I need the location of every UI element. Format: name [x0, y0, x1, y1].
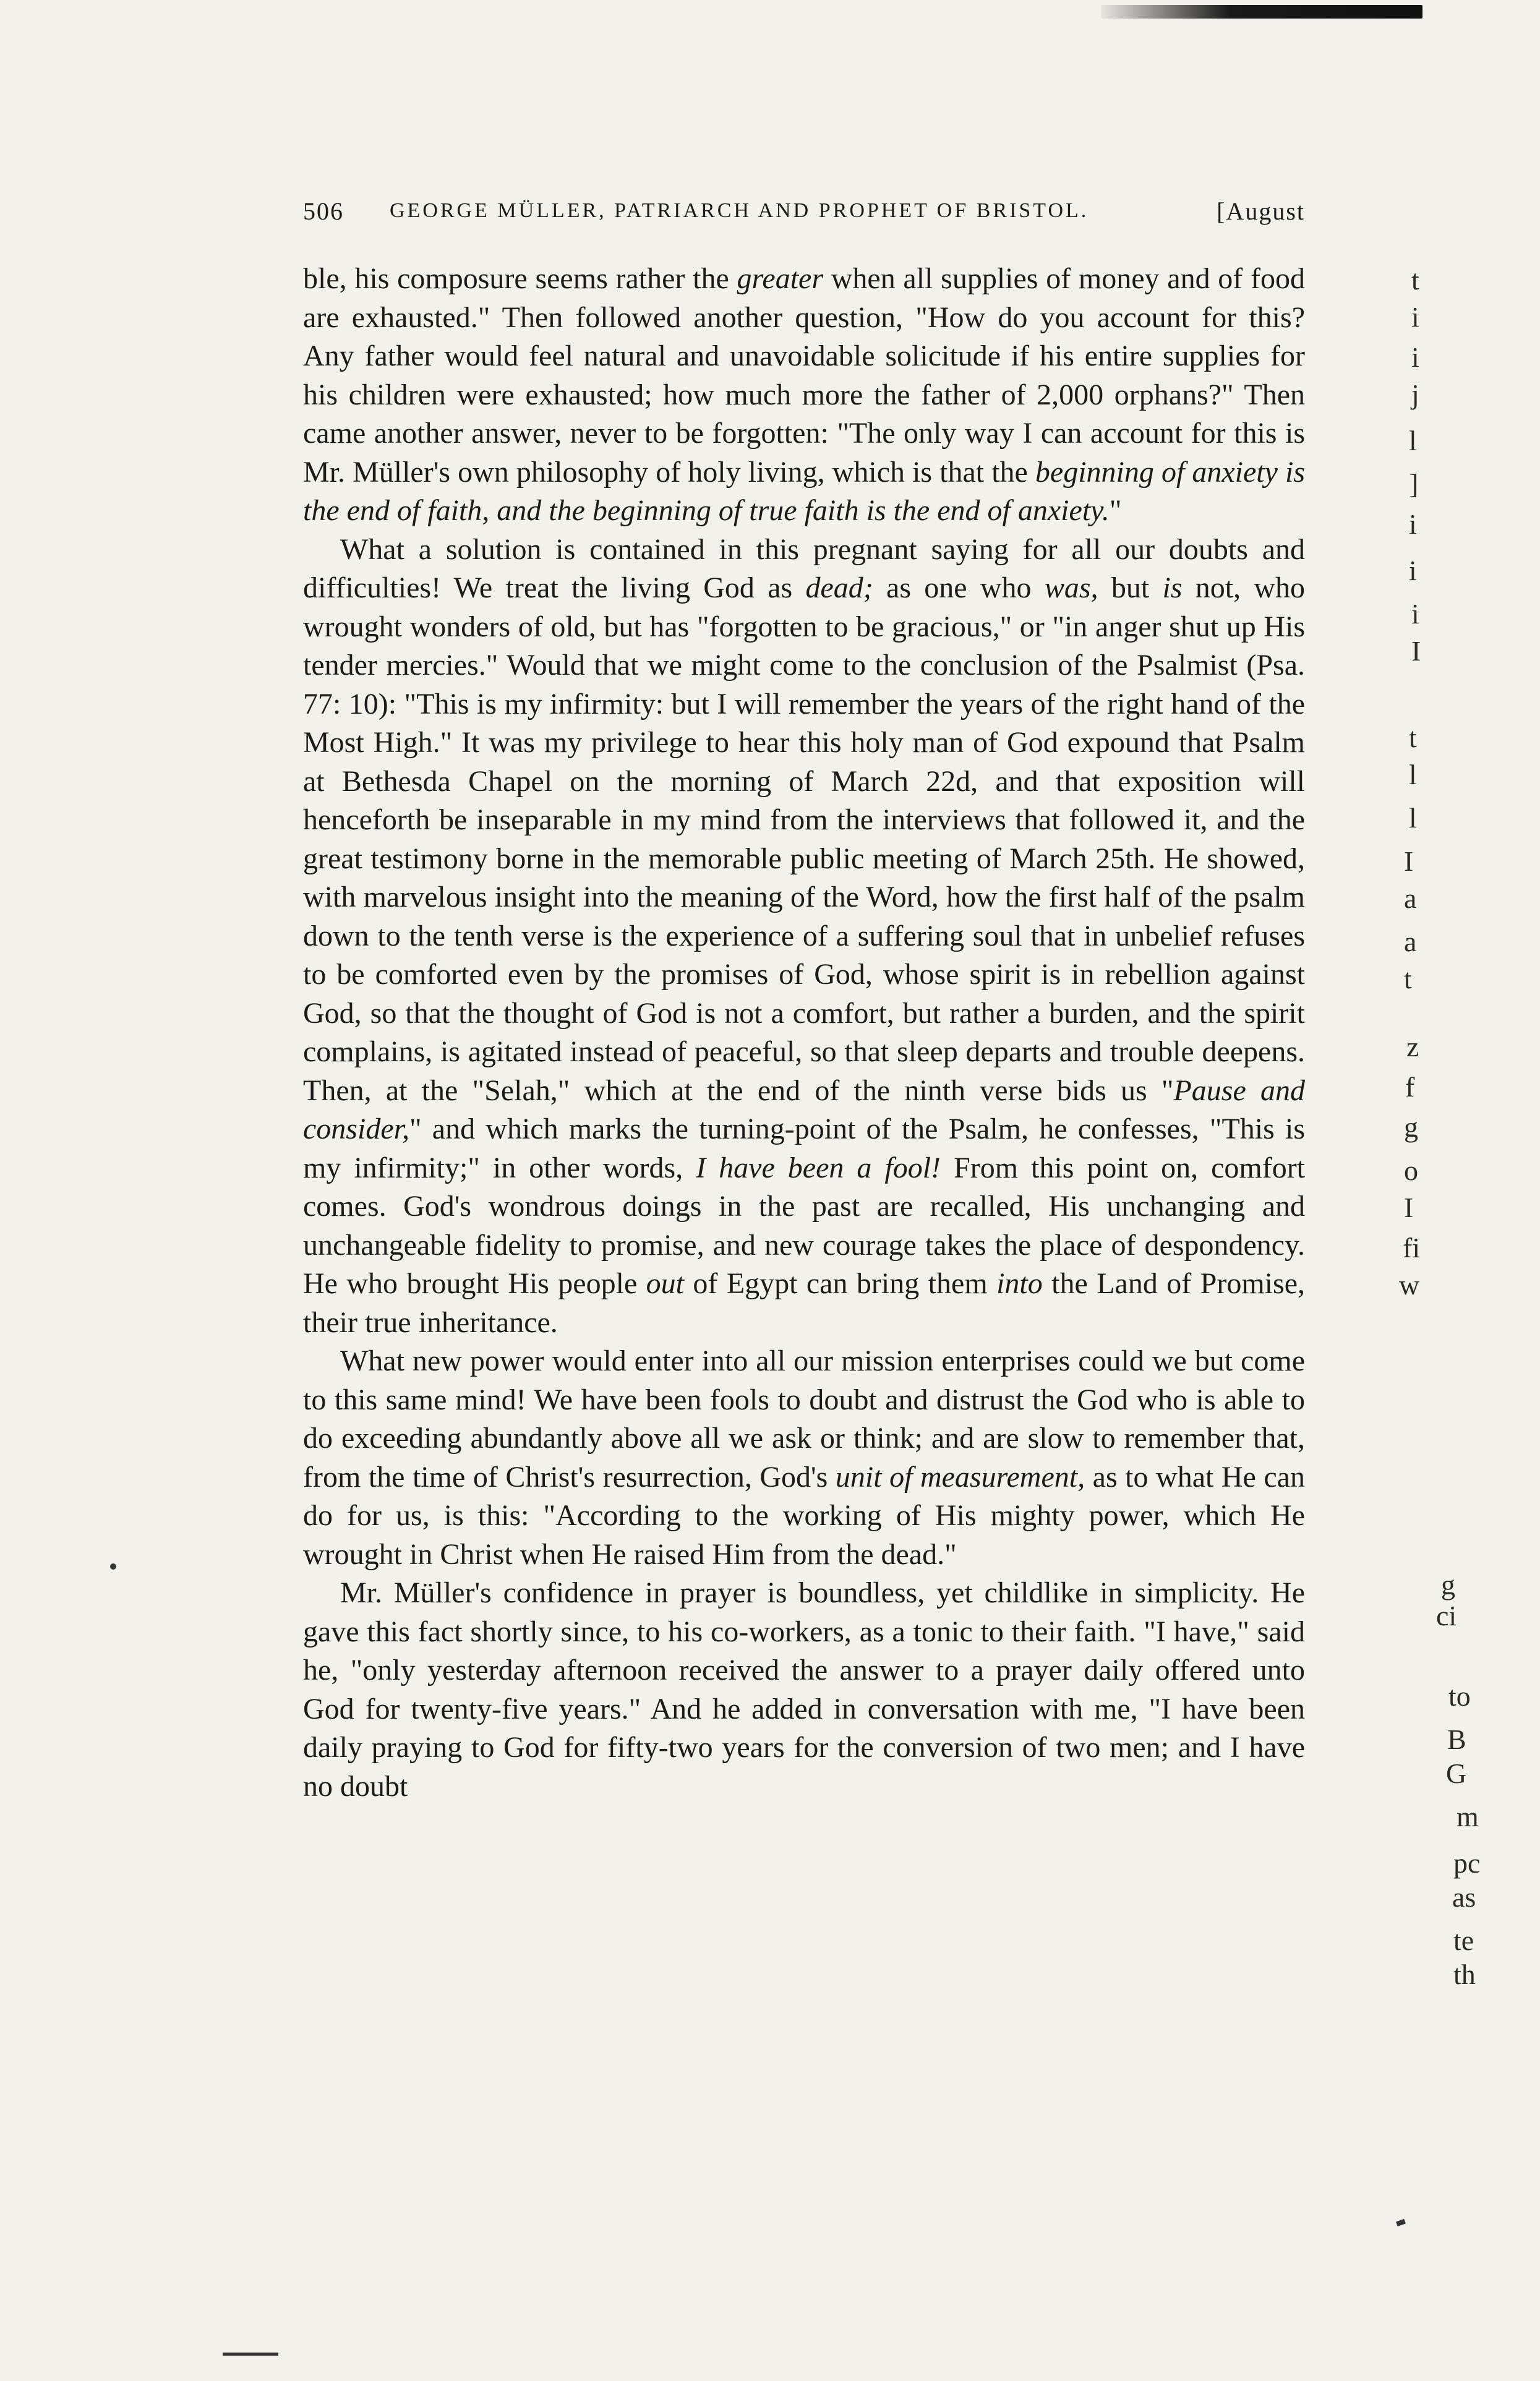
stray-mark — [110, 1563, 116, 1570]
bleed-through-glyph: z — [1406, 1031, 1419, 1062]
text-run: when all supplies of money and of food are exhausted." Then followed another question, "How do you account for this? Any father would feel natural and unavoidable solicitude if his entire supplies for his children were exhausted; how much more the father of 2,000 orphans?" Then came another answer, never to be forgotten: "The only way I can account for this is Mr. Müller's own philosophy of holy living, which is that the — [303, 262, 1305, 489]
bleed-through-glyph: i — [1409, 555, 1417, 586]
scan-edge-bar — [1101, 5, 1422, 19]
bleed-through-glyph: ci — [1436, 1600, 1457, 1631]
text-run: of Egypt can bring them — [684, 1267, 997, 1300]
text-run: Mr. Müller's confidence in prayer is boundless, yet childlike in simplicity. He gave this fact shortly since, to his co-workers, as a tonic to their faith. "I have," said he, "only yesterday afternoon received the answer to a prayer daily offered unto God for twenty-five years." And he added in conversation with me, "I have been daily praying to God for fifty-two years for the conversion of two men; and I have no doubt — [303, 1576, 1305, 1803]
italic-run: Pause and consider, — [303, 1074, 1306, 1145]
paragraph — [303, 1574, 1305, 1806]
text-run: as to what He can do for us, is this: "According to the working of His mighty power, which He wrought in Christ when He raised Him from the dead." — [303, 1460, 1305, 1571]
bleed-through-glyph: a — [1404, 883, 1417, 914]
italic-run: out — [646, 1267, 685, 1300]
bleed-through-glyph: g — [1441, 1569, 1455, 1601]
bleed-through-glyph: ] — [1409, 468, 1419, 500]
text-run: " — [1109, 494, 1122, 527]
bleed-through-glyph: t — [1409, 722, 1417, 753]
bleed-through-glyph: m — [1457, 1801, 1479, 1832]
bleed-through-glyph: I — [1404, 845, 1414, 877]
bleed-through-glyph: I — [1404, 1192, 1414, 1223]
page-header — [303, 197, 1305, 234]
bleed-through-glyph: te — [1453, 1925, 1474, 1956]
bleed-through-glyph: t — [1411, 264, 1419, 296]
bleed-through-glyph: a — [1404, 926, 1417, 957]
italic-run: beginning of anxiety is the end of faith, and the beginning of true faith is the end of anxiety. — [303, 455, 1305, 527]
stray-mark — [1396, 2219, 1406, 2226]
bleed-through-glyph: fi — [1403, 1232, 1421, 1263]
text-run: What a solution is contained in this pregnant saying for all our doubts and difficulties! We treat the living God as — [303, 532, 1305, 604]
italic-run: was, — [1044, 571, 1098, 604]
bleed-through-glyph: to — [1448, 1680, 1471, 1712]
bleed-through-glyph: th — [1453, 1959, 1476, 1990]
italic-run: I have been a fool! — [696, 1151, 941, 1184]
text-run: not, who wrought wonders of old, but has "forgotten to be gracious," or "in anger shut up His tender mercies." Would that we might come to the conclusion of the Psalmist (Psa. 77: 10): "This is my infirmity: but I will remember the years of the right hand of the Most High." It was my privilege to hear this holy man of God expound that Psalm at Bethesda Chapel on the morning of March 22d, and that exposition will henceforth be inseparable in my mind from the interviews that followed it, and the great testimony borne in the memorable public meeting of March 25th. He showed, with marvelous insight into the meaning of the Word, how the first half of the psalm down to the tenth verse is the experience of a suffering soul that in unbelief refuses to be comforted even by the promises of God, whose spirit is in rebellion against God, so that the thought of God is not a comfort, but rather a burden, and the spirit complains, is agitated instead of peaceful, so that sleep departs and trouble deepens. Then, at the "Selah," which at the end of the ninth verse bids us " — [303, 571, 1306, 1107]
italic-run: unit of measurement, — [835, 1460, 1085, 1494]
bleed-through-glyph: l — [1409, 425, 1417, 456]
article-body — [303, 260, 1305, 1806]
bleed-through-glyph: o — [1404, 1155, 1418, 1186]
italic-run: greater — [737, 262, 824, 295]
bleed-through-glyph: i — [1411, 598, 1419, 630]
text-run: From this point on, comfort comes. God's wondrous doings in the past are recalled, His unchanging and unchangeable fidelity to promise, and new courage takes the place of despondency. He who brought His people — [303, 1151, 1306, 1300]
bleed-through-glyph: w — [1399, 1269, 1420, 1301]
bleed-through-glyph: l — [1409, 802, 1417, 834]
bleed-through-glyph: l — [1409, 759, 1417, 790]
text-run: as one who — [873, 571, 1045, 604]
italic-run: into — [996, 1267, 1043, 1300]
bleed-through-glyph: g — [1404, 1111, 1418, 1143]
text-run: but — [1098, 571, 1163, 604]
text-run: ble, his composure seems rather the — [303, 262, 737, 295]
paragraph — [303, 260, 1305, 531]
italic-run: is — [1162, 571, 1183, 604]
bleed-through-glyph: I — [1411, 635, 1421, 667]
text-run: What new power would enter into all our mission enterprises could we but come to this same mind! We have been fools to doubt and distrust the God who is able to do exceeding abundantly above all we ask or think; and are slow to remember that, from the time of Christ's resurrection, God's — [303, 1344, 1305, 1494]
running-title: GEORGE MÜLLER, PATRIARCH AND PROPHET OF BRISTOL. — [390, 199, 1089, 222]
bleed-through-glyph: i — [1411, 301, 1419, 333]
bleed-through-glyph: pc — [1453, 1847, 1481, 1879]
header-month: [August — [1217, 197, 1305, 225]
bleed-through-glyph: as — [1452, 1881, 1476, 1913]
text-run: the Land of Promise, their true inheritance. — [303, 1267, 1306, 1339]
bleed-through-glyph: j — [1411, 378, 1419, 410]
paragraph — [303, 531, 1305, 1343]
text-run: " and which marks the turning-point of the Psalm, he confesses, "This is my infirmity;" in other words, — [303, 1113, 1305, 1184]
bleed-through-glyph: i — [1411, 341, 1419, 373]
paragraph — [303, 1342, 1305, 1574]
stray-mark — [223, 2353, 278, 2356]
page-number: 506 — [303, 197, 344, 225]
bleed-through-glyph: f — [1405, 1071, 1415, 1103]
italic-run: dead; — [805, 571, 873, 604]
bleed-through-glyph: i — [1409, 508, 1417, 540]
bleed-through-glyph: t — [1404, 963, 1412, 994]
bleed-through-glyph: B — [1447, 1724, 1466, 1755]
bleed-through-glyph: G — [1446, 1758, 1467, 1789]
